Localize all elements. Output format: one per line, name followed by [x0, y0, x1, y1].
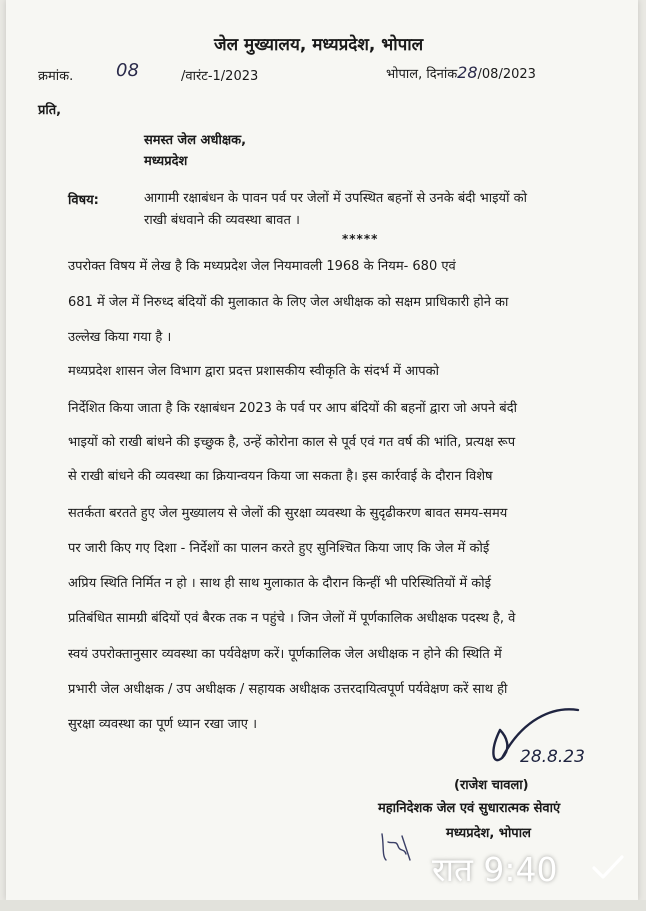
- date-prefix: भोपाल, दिनांक: [386, 67, 458, 82]
- reference-number: 08: [116, 60, 139, 81]
- letter-page: [6, 0, 638, 900]
- body-line: मध्यप्रदेश शासन जेल विभाग द्वारा प्रदत्त प्रशासकीय स्वीकृति के संदर्भ में आपको: [68, 364, 440, 379]
- body-line: से राखी बांधने की व्यवस्था का क्रियान्वयन किया जा सकता है। इस कार्रवाई के दौरान विशेष: [68, 469, 493, 484]
- body-line: स्वयं उपरोक्तानुसार व्यवस्था का पर्यवेक्षण करें। पूर्णकालिक जेल अधीक्षक न होने की स्थिति में: [68, 647, 502, 662]
- body-line: निर्देशित किया जाता है कि रक्षाबंधन 2023 के पर्व पर आप बंदियों की बहनों द्वारा जो अपने बंदी: [68, 401, 517, 416]
- subject-label: विषय:: [68, 193, 99, 208]
- reference-code: /वारंट-1/2023: [181, 69, 259, 84]
- to-label: प्रति,: [38, 103, 62, 118]
- body-line: उल्लेख किया गया है ।: [68, 330, 172, 345]
- date-rest: /08/2023: [477, 67, 536, 82]
- subject-line-1: आगामी रक्षाबंधन के पावन पर्व पर जेलों में उपस्थित बहनों से उनके बंदी भाइयों को: [144, 191, 527, 206]
- body-line: प्रतिबंधित सामग्री बंदियों एवं बैरक तक न पहुंचे । जिन जेलों में पूर्णकालिक अधीक्षक पदस्थ है, वे: [68, 611, 516, 626]
- body-line: प्रभारी जेल अधीक्षक / उप अधीक्षक / सहायक अधीक्षक उत्तरदायित्वपूर्ण पर्यवेक्षण करें साथ ही: [68, 682, 508, 697]
- signatory-name: (राजेश चावला): [454, 778, 529, 793]
- bottom-edge: [0, 900, 646, 911]
- signature-date: 28.8.23: [520, 747, 585, 767]
- body-line: सुरक्षा व्यवस्था का पूर्ण ध्यान रखा जाए ।: [68, 717, 257, 732]
- body-line: भाइयों को राखी बांधने की इच्छुक है, उन्हें कोरोना काल से पूर्व एवं गत वर्ष की भांति, प्रत्यक्ष रूप: [68, 435, 516, 450]
- subject-line-2: राखी बंधवाने की व्यवस्था बावत ।: [144, 213, 300, 228]
- handwritten-signature: [482, 700, 622, 780]
- check-icon: [590, 852, 626, 882]
- body-line: सतर्कता बरतते हुए जेल मुख्यालय से जेलों की सुरक्षा व्यवस्था के सुदृढीकरण बावत समय-समय: [68, 506, 508, 521]
- addressee-line-1: समस्त जेल अधीक्षक,: [144, 133, 247, 148]
- handwritten-initials: [376, 826, 416, 866]
- date-day: 28: [457, 63, 478, 82]
- body-line: 681 में जेल में निरुध्द बंदियों की मुलाकात के लिए जेल अधीक्षक को सक्षम प्राधिकारी होने का: [68, 295, 509, 310]
- separator-stars: *****: [342, 232, 379, 246]
- body-line: अप्रिय स्थिति निर्मित न हो । साथ ही साथ मुलाकात के दौरान किन्हीं भी परिस्थितियों में कोई: [68, 576, 491, 591]
- body-line: पर जारी किए गए दिशा - निर्देशों का पालन करते हुए सुनिश्चित किया जाए कि जेल में कोई: [68, 541, 490, 556]
- message-timestamp: रात 9:40: [432, 850, 558, 889]
- date-line: [386, 63, 536, 82]
- letter-heading: जेल मुख्यालय, मध्यप्रदेश, भोपाल: [214, 35, 424, 55]
- signatory-place: मध्यप्रदेश, भोपाल: [446, 826, 531, 841]
- body-line: उपरोक्त विषय में लेख है कि मध्यप्रदेश जेल नियमावली 1968 के नियम- 680 एवं: [68, 259, 456, 274]
- addressee-line-2: मध्यप्रदेश: [144, 154, 188, 169]
- signatory-designation: महानिदेशक जेल एवं सुधारात्मक सेवाएं: [378, 801, 561, 816]
- reference-label: क्रमांक.: [38, 69, 74, 84]
